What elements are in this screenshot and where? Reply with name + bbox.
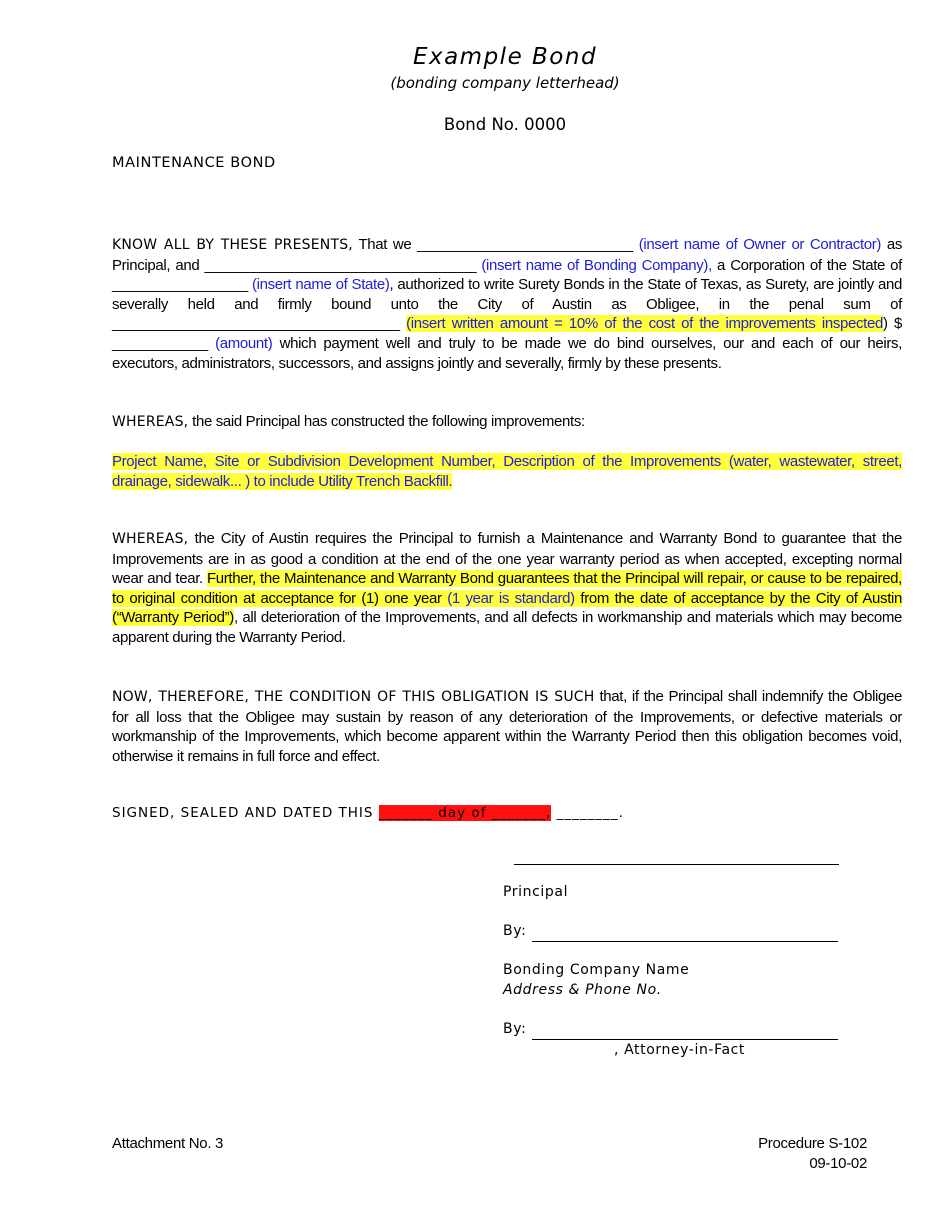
lead-text: WHEREAS, bbox=[112, 531, 189, 547]
placeholder-project-description: Project Name, Site or Subdivision Development Number, Description of the Improvements (water, wastewater, street, drainage, sidewalk... ) to include Utility Trench Backfill. bbox=[112, 453, 902, 490]
highlight-warranty-terms: Further, the Maintenance and Warranty Bond guarantees that the Principal will repair, or cause to be repaired, to original condition at acceptance for (1) one year bbox=[112, 570, 902, 607]
document-title: Example Bond bbox=[412, 44, 598, 70]
footer-date: 09-10-02 bbox=[809, 1155, 867, 1172]
bond-type-heading: MAINTENANCE BOND bbox=[112, 155, 276, 171]
attorney-in-fact-label: , Attorney-in-Fact bbox=[614, 1042, 746, 1058]
by-signature-line-bonding bbox=[532, 1039, 838, 1040]
by-signature-line-principal bbox=[532, 941, 838, 942]
footer-procedure: Procedure S-102 bbox=[758, 1135, 867, 1152]
address-phone-label: Address & Phone No. bbox=[503, 982, 662, 998]
lead-text: KNOW ALL BY THESE PRESENTS, bbox=[112, 237, 353, 253]
principal-label: Principal bbox=[503, 884, 569, 900]
document-subtitle: (bonding company letterhead) bbox=[390, 74, 620, 92]
lead-text: NOW, THEREFORE, THE CONDITION OF THIS OBLIGATION IS SUCH bbox=[112, 689, 595, 705]
placeholder-warranty-length: (1 year is standard) bbox=[447, 589, 575, 607]
paragraph-whereas-improvements: WHEREAS, the said Principal has constructed the following improvements: bbox=[112, 413, 585, 430]
placeholder-amount: (amount) bbox=[215, 334, 273, 352]
placeholder-state: (insert name of State) bbox=[252, 276, 390, 294]
by-label-bonding: By: bbox=[503, 1021, 527, 1037]
signed-sealed-dated: SIGNED, SEALED AND DATED THIS _______ day of _______, ________. bbox=[112, 805, 624, 821]
footer-attachment: Attachment No. 3 bbox=[112, 1135, 224, 1152]
principal-signature-line bbox=[514, 864, 839, 865]
paragraph-condition: NOW, THEREFORE, THE CONDITION OF THIS OBLIGATION IS SUCH that, if the Principal shall indemnify the Obligee for all loss that the Obligee may sustain by reason of any deterioration of the Improvements, or defective materials or workmanship of the Improvements, which become apparent within the Warranty Period then this obligation becomes void, otherwise it remains in full force and effect. bbox=[112, 688, 903, 765]
paragraph-whereas-warranty: WHEREAS, the City of Austin requires the Principal to furnish a Maintenance and Warranty Bond to guarantee that the Improvements are in as good a condition at the end of the one year warranty period as when accepted, excepting normal wear and tear. Further, the Maintenance and Warranty Bond guarantees that the Principal will repair, or cause to be repaired, to original condition at acceptance for (1) one year (1 year is standard) from the date of acceptance by the City of Austin (“Warranty Period”), all deterioration of the Improvements, and all defects in workmanship and materials which may become apparent during the Warranty Period. bbox=[112, 530, 902, 646]
by-label-principal: By: bbox=[503, 923, 527, 939]
highlight-warranty-period: from the date of acceptance by the City of Austin (“Warranty Period”) bbox=[112, 589, 902, 627]
paragraph-project-description bbox=[112, 452, 902, 491]
placeholder-written-amount: (insert written amount = 10% of the cost of the improvements inspected bbox=[406, 315, 883, 333]
lead-text: WHEREAS, bbox=[112, 414, 189, 430]
placeholder-bonding-company: (insert name of Bonding Company), bbox=[481, 256, 712, 274]
date-fill-in-highlight: _______ day of _______, bbox=[378, 805, 552, 821]
bond-number: Bond No. 0000 bbox=[443, 115, 567, 134]
paragraph-know-all: KNOW ALL BY THESE PRESENTS, That we ___________________________ (insert name of Owner or Contractor) as Principal, and __________________________________ (insert name of Bonding Company), a Corporation of the State of _________________ (insert name of State), authorized to write Surety Bonds in the State of Texas, as Surety, are jointly and severally held and firmly bound unto the City of Austin as Obligee, in the penal sum of ____________________________________ (insert written amount = 10% of the cost of the improvements inspected) $ ____________ (amount) which payment well and truly to be made we do bind ourselves, our and each of our heirs, executors, administrators, successors, and assigns jointly and severally, firmly by these presents. bbox=[112, 236, 902, 372]
placeholder-owner: (insert name of Owner or Contractor) bbox=[638, 236, 882, 253]
bonding-company-name-label: Bonding Company Name bbox=[503, 962, 690, 978]
